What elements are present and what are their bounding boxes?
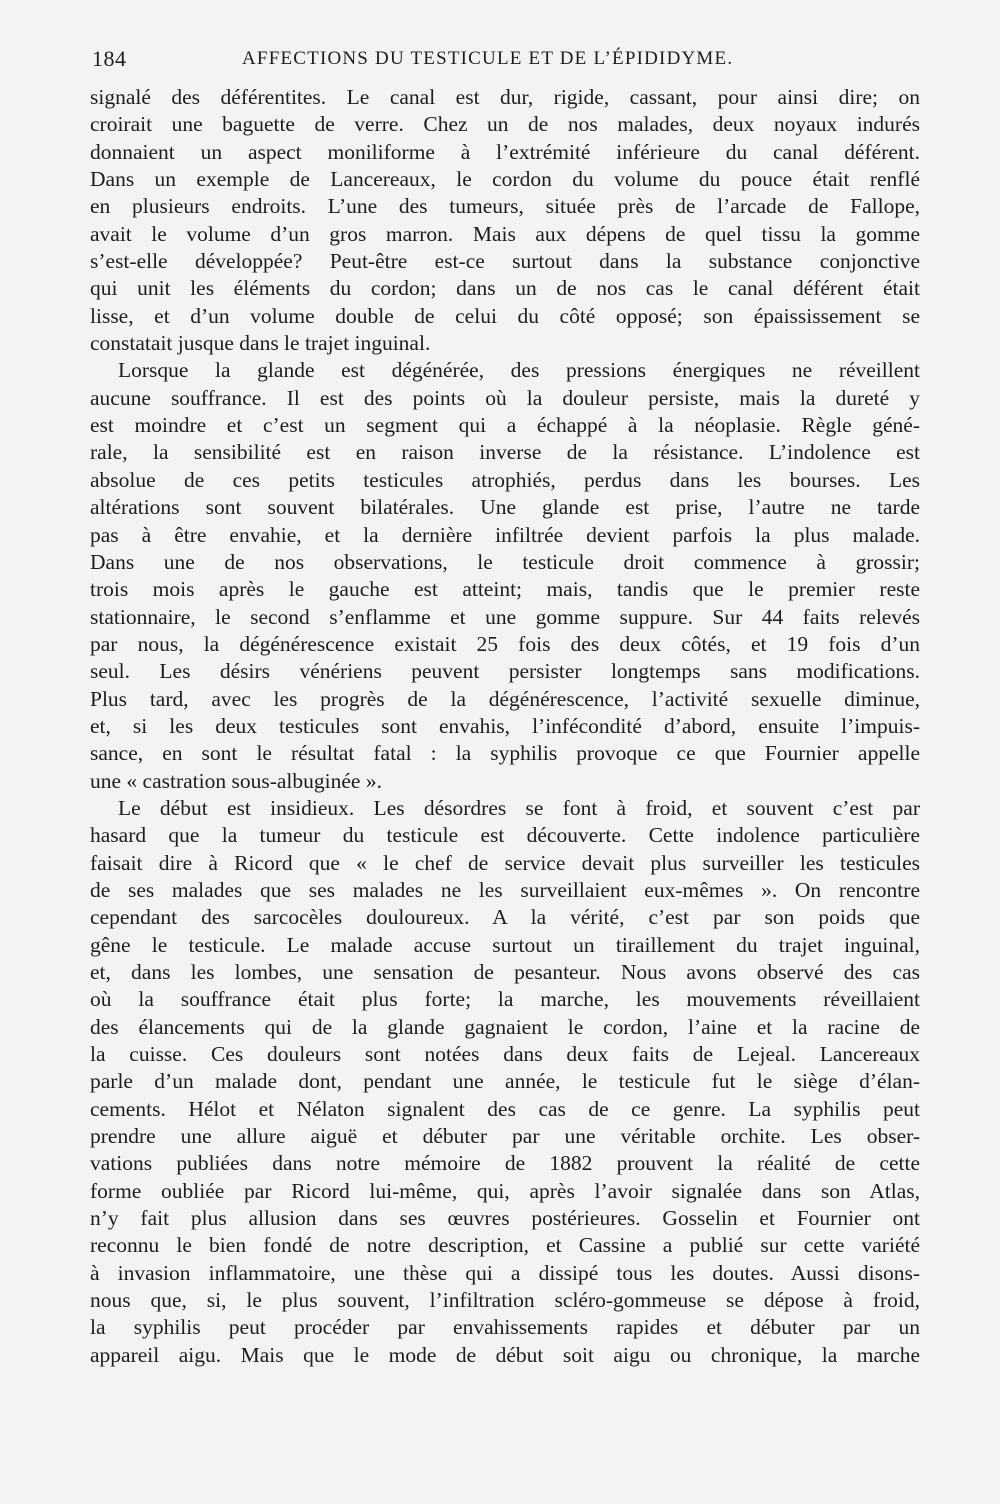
text-line: seul. Les désirs vénériens peuvent persister longtemps sans modifications. [90, 659, 920, 684]
text-line: une « castration sous-albuginée ». [90, 768, 382, 793]
paragraph-start: Lorsque la glande est dégénérée, des pressions énergiques ne réveillent [118, 358, 920, 383]
page-number: 184 [92, 46, 127, 71]
text-line: par nous, la dégénérescence existait 25 fois des deux côtés, et 19 fois d’un [90, 631, 920, 656]
text-line: constatait jusque dans le trajet inguinal. [90, 331, 431, 356]
body-text [90, 84, 920, 1369]
text-line: appareil aigu. Mais que le mode de début soit aigu ou chronique, la marche [90, 1342, 920, 1367]
text-line: Dans une de nos observations, le testicule droit commence à grossir; [90, 549, 920, 574]
text-line: parle d’un malade dont, pendant une année, le testicule fut le siège d’élan- [90, 1069, 920, 1094]
text-line: croirait une baguette de verre. Chez un de nos malades, deux noyaux indurés [90, 112, 920, 137]
text-line: pas à être envahie, et la dernière infiltrée devient parfois la plus malade. [90, 522, 920, 547]
paragraph-start: Le début est insidieux. Les désordres se font à froid, et souvent c’est par [118, 795, 920, 820]
page-header [90, 46, 920, 78]
text-line: donnaient un aspect moniliforme à l’extrémité inférieure du canal déférent. [90, 139, 920, 164]
text-line: est moindre et c’est un segment qui a échappé à la néoplasie. Règle géné- [90, 413, 920, 438]
text-line: forme oubliée par Ricord lui-même, qui, après l’avoir signalée dans son Atlas, [90, 1178, 920, 1203]
text-line: où la souffrance était plus forte; la marche, les mouvements réveillaient [90, 987, 920, 1012]
text-line: altérations sont souvent bilatérales. Une glande est prise, l’autre ne tarde [90, 495, 920, 520]
text-line: signalé des déférentites. Le canal est dur, rigide, cassant, pour ainsi dire; on [90, 85, 920, 109]
text-line: et, dans les lombes, une sensation de pesanteur. Nous avons observé des cas [90, 960, 920, 984]
text-line: aucune souffrance. Il est des points où la douleur persiste, mais la dureté y [90, 385, 920, 410]
text-line: prendre une allure aiguë et débuter par une véritable orchite. Les obser- [90, 1124, 920, 1149]
text-line: avait le volume d’un gros marron. Mais aux dépens de quel tissu la gomme [90, 221, 920, 246]
running-title: AFFECTIONS DU TESTICULE ET DE L’ÉPIDIDYME. [242, 48, 734, 69]
text-line: en plusieurs endroits. L’une des tumeurs, située près de l’arcade de Fallope, [90, 194, 920, 219]
text-line: sance, en sont le résultat fatal : la syphilis provoque ce que Fournier appelle [90, 741, 920, 766]
text-line: de ses malades que ses malades ne les surveillaient eux-mêmes ». On rencontre [90, 877, 920, 902]
text-line: vations publiées dans notre mémoire de 1882 prouvent la réalité de cette [90, 1151, 920, 1176]
text-line: la cuisse. Ces douleurs sont notées dans deux faits de Lejeal. Lancereaux [90, 1042, 920, 1067]
text-line: la syphilis peut procéder par envahissements rapides et débuter par un [90, 1315, 920, 1340]
text-line: stationnaire, le second s’enflamme et une gomme suppure. Sur 44 faits relevés [90, 604, 920, 629]
text-line: cements. Hélot et Nélaton signalent des cas de ce genre. La syphilis peut [90, 1096, 920, 1121]
text-line: reconnu le bien fondé de notre description, et Cassine a publié sur cette variété [90, 1233, 920, 1258]
text-line: hasard que la tumeur du testicule est découverte. Cette indolence particulière [90, 823, 920, 848]
text-line: lisse, et d’un volume double de celui du côté opposé; son épaississement se [90, 303, 920, 328]
text-line: absolue de ces petits testicules atrophiés, perdus dans les bourses. Les [90, 467, 920, 492]
text-line: nous que, si, le plus souvent, l’infiltration scléro-gommeuse se dépose à froid, [90, 1288, 920, 1313]
text-line: et, si les deux testicules sont envahis, l’infécondité d’abord, ensuite l’impuis- [90, 713, 920, 738]
text-line: gêne le testicule. Le malade accuse surtout un tiraillement du trajet inguinal, [90, 932, 920, 957]
text-line: Plus tard, avec les progrès de la dégénérescence, l’activité sexuelle diminue, [90, 686, 920, 711]
text-line: des élancements qui de la glande gagnaient le cordon, l’aine et la racine de [90, 1014, 920, 1039]
text-line: qui unit les éléments du cordon; dans un de nos cas le canal déférent était [90, 276, 920, 301]
text-line: trois mois après le gauche est atteint; mais, tandis que le premier reste [90, 577, 920, 602]
text-line: n’y fait plus allusion dans ses œuvres postérieures. Gosselin et Fournier ont [90, 1206, 920, 1231]
text-line: Dans un exemple de Lancereaux, le cordon du volume du pouce était renflé [90, 167, 920, 192]
text-line: rale, la sensibilité est en raison inverse de la résistance. L’indolence est [90, 440, 920, 465]
text-line: faisait dire à Ricord que « le chef de service devait plus surveiller les testicules [90, 850, 920, 875]
text-line: s’est-elle développée? Peut-être est-ce surtout dans la substance conjonctive [90, 249, 920, 274]
text-line: cependant des sarcocèles douloureux. A la vérité, c’est par son poids que [90, 905, 920, 930]
text-line: à invasion inflammatoire, une thèse qui a dissipé tous les doutes. Aussi disons- [90, 1260, 920, 1285]
